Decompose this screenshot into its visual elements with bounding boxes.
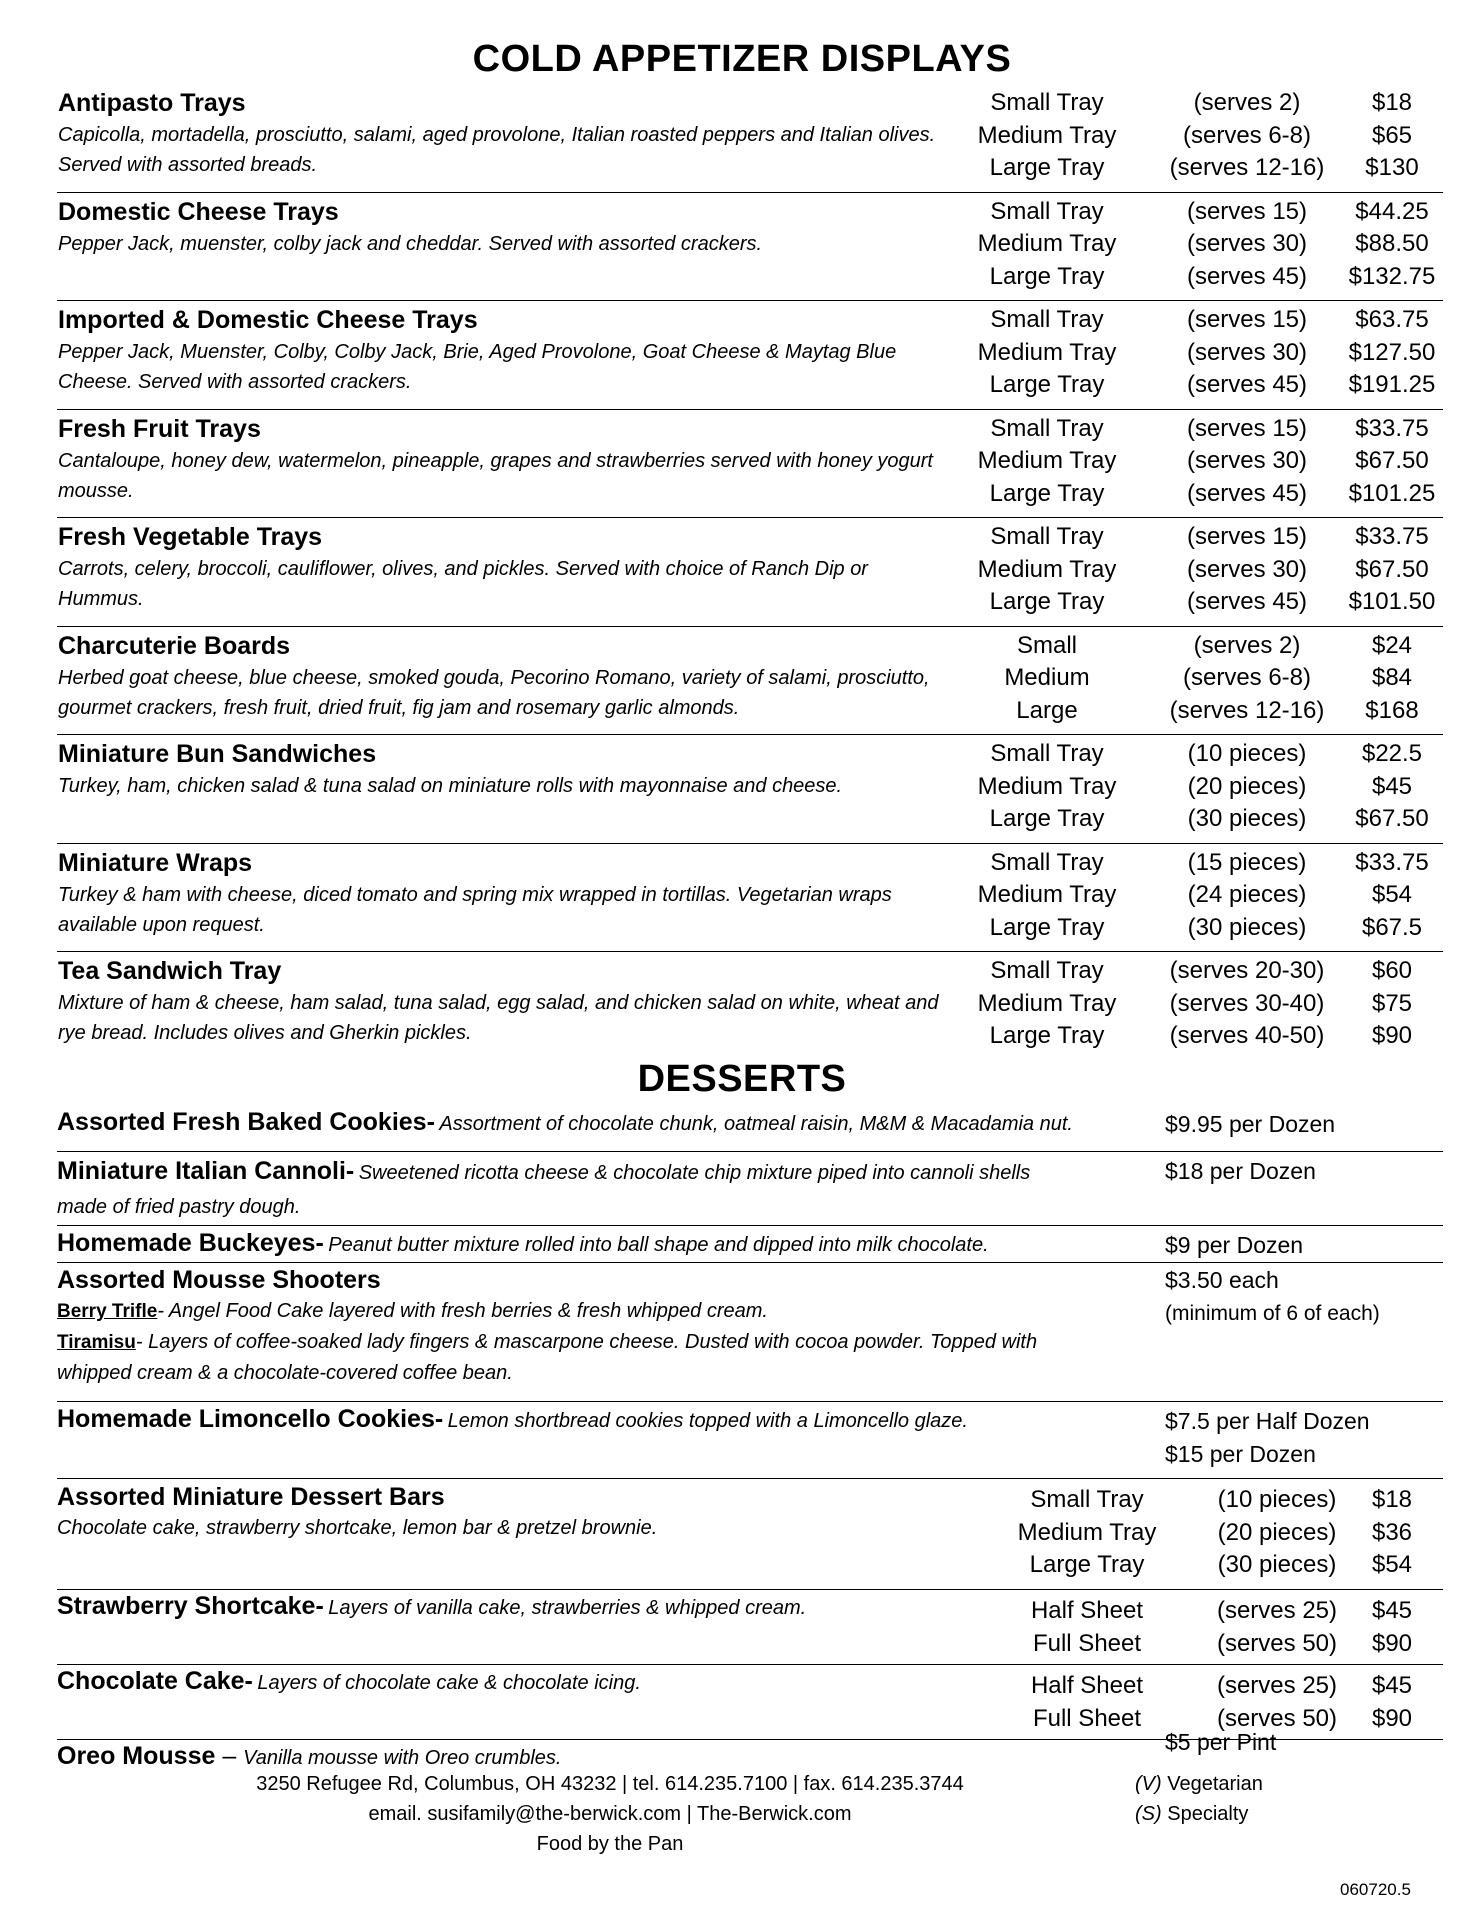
dessert-price: $5 per Pint: [1165, 1729, 1277, 1755]
dessert-title: Homemade Buckeyes-: [57, 1229, 324, 1257]
price-label: $84: [1371, 664, 1413, 691]
price-label: $101.50: [1348, 588, 1436, 615]
serves-label: (serves 15): [1186, 414, 1308, 442]
item-description: Pepper Jack, muenster, colby jack and cheddar. Served with assorted crackers.: [58, 232, 763, 255]
serves-label: (20 pieces): [1187, 772, 1307, 800]
serves-label: (30 pieces): [1187, 913, 1307, 941]
size-label: Half Sheet: [1030, 1597, 1144, 1624]
dessert-oreo-mousse: [57, 1726, 1443, 1770]
size-label: Large Tray: [989, 805, 1105, 832]
price-column: [1317, 413, 1467, 511]
size-label: Small Tray: [990, 957, 1104, 984]
dessert-description: Vanilla mousse with Oreo crumbles.: [243, 1747, 562, 1769]
item-title: Tea Sandwich Tray: [58, 957, 282, 985]
legend-vegetarian: [1135, 1769, 1263, 1799]
serves-label: (24 pieces): [1187, 881, 1307, 908]
legend-code: (S): [1135, 1803, 1162, 1825]
serves-label: (serves 15): [1186, 523, 1308, 550]
price-dozen: $15 per Dozen: [1165, 1441, 1316, 1467]
item-title: Fresh Fruit Trays: [58, 414, 261, 443]
price-label: $67.50: [1355, 805, 1429, 832]
price-label: $168: [1365, 696, 1419, 724]
dessert-description: Sweetened ricotta cheese & chocolate chip mixture piped into cannoli shells: [358, 1162, 1031, 1184]
footer-tagline: Food by the Pan: [536, 1833, 684, 1855]
size-label: Small Tray: [990, 306, 1104, 333]
price-label: $45: [1371, 1597, 1413, 1624]
size-label: Medium Tray: [977, 989, 1117, 1017]
dessert-title: Chocolate Cake-: [57, 1667, 253, 1695]
price-column: [1317, 196, 1467, 294]
item-description: Pepper Jack, Muenster, Colby, Colby Jack, Brie, Aged Provolone, Goat Cheese & Maytag Blue Cheese. Served with assorted crackers.: [58, 341, 897, 393]
price-label: $63.75: [1355, 306, 1429, 333]
price-label: $67.50: [1355, 447, 1429, 474]
dessert-limoncello: [57, 1405, 1443, 1475]
size-label: Large Tray: [989, 588, 1105, 615]
dessert-buckeyes: [57, 1229, 1443, 1261]
item-title: Domestic Cheese Trays: [58, 197, 339, 226]
dessert-title: Homemade Limoncello Cookies-: [57, 1405, 444, 1433]
item-description: Turkey & ham with cheese, diced tomato and spring mix wrapped in tortillas. Vegetarian wraps available upon request.: [58, 883, 892, 936]
item-description: Mixture of ham & cheese, ham salad, tuna salad, egg salad, and chicken salad on white, wheat and rye bread. Includes olives and Gherkin pickles.: [58, 992, 939, 1044]
legend-specialty: [1135, 1799, 1263, 1829]
footer-email[interactable]: email. susifamily@the-berwick.com | The-Berwick.com: [368, 1803, 852, 1825]
serves-label: (serves 45): [1186, 371, 1308, 398]
serves-label: (serves 45): [1186, 588, 1308, 615]
sub-item-description: - Angel Food Cake layered with fresh berries & fresh whipped cream.: [157, 1300, 768, 1322]
dessert-bars: [57, 1481, 1443, 1586]
dessert-description: Peanut butter mixture rolled into ball shape and dipped into milk chocolate.: [328, 1234, 989, 1256]
serves-label: (serves 2): [1193, 89, 1301, 116]
legend-label: Specialty: [1167, 1803, 1249, 1825]
serves-label: (serves 50): [1216, 1629, 1338, 1657]
cold-item: [57, 627, 1443, 736]
sub-item-name: Tiramisu: [57, 1332, 136, 1353]
dessert-mousse: [57, 1264, 1443, 1384]
cold-item: [57, 410, 1443, 519]
size-label: Large: [1016, 696, 1078, 724]
size-label: Medium Tray: [977, 555, 1117, 583]
cold-item: [57, 518, 1443, 627]
price-column: [1317, 847, 1467, 945]
dessert-price: $9 per Dozen: [1165, 1232, 1304, 1258]
price-label: $75: [1371, 989, 1413, 1017]
size-column: [987, 1595, 1187, 1660]
size-label: Small Tray: [990, 414, 1104, 442]
price-label: $65: [1371, 121, 1413, 149]
desserts-heading: DESSERTS: [637, 1058, 847, 1100]
dessert-description: Chocolate cake, strawberry shortcake, lemon bar & pretzel brownie.: [57, 1517, 658, 1539]
price-column: [1317, 1484, 1467, 1582]
cold-item: [57, 952, 1443, 1061]
serves-label: (serves 6-8): [1182, 664, 1312, 691]
legend-label: Vegetarian: [1167, 1773, 1263, 1795]
price-label: $67.50: [1355, 555, 1429, 583]
size-label: Full Sheet: [1032, 1704, 1142, 1732]
size-label: Large Tray: [989, 262, 1105, 290]
size-column: [987, 1484, 1187, 1582]
size-label: Small Tray: [990, 848, 1104, 876]
price-column: [1317, 738, 1467, 836]
serves-label: (serves 45): [1186, 479, 1308, 507]
dessert-description: Layers of chocolate cake & chocolate icing.: [257, 1672, 641, 1694]
item-title: Antipasto Trays: [58, 89, 246, 117]
serves-label: (15 pieces): [1187, 848, 1307, 876]
serves-label: (serves 30): [1186, 555, 1308, 583]
size-label: Small Tray: [1030, 1486, 1144, 1513]
size-label: Medium Tray: [1017, 1518, 1157, 1546]
dessert-title: Oreo Mousse: [57, 1742, 216, 1770]
price-label: $90: [1371, 1704, 1413, 1732]
price-label: $132.75: [1348, 262, 1436, 290]
dessert-title: Assorted Miniature Dessert Bars: [57, 1483, 445, 1511]
size-column: [947, 521, 1147, 619]
price-half-dozen: $7.5 per Half Dozen: [1165, 1408, 1370, 1434]
serves-label: (serves 2): [1193, 631, 1301, 659]
price-label: $18: [1371, 89, 1413, 116]
item-title: Charcuterie Boards: [58, 631, 291, 660]
price-column: [1317, 630, 1467, 728]
size-label: Large Tray: [989, 1022, 1105, 1049]
item-description: Carrots, celery, broccoli, cauliflower, olives, and pickles. Served with choice of Ranch Dip or Hummus.: [58, 558, 868, 610]
dessert-title: Strawberry Shortcake-: [57, 1592, 324, 1620]
price-label: $22.5: [1361, 740, 1423, 767]
serves-label: (serves 40-50): [1169, 1022, 1325, 1049]
sub-item-name: Berry Trifle: [57, 1301, 158, 1322]
price-label: $90: [1371, 1629, 1413, 1657]
dessert-title: Assorted Mousse Shooters: [57, 1266, 381, 1294]
diet-legend: [1135, 1769, 1263, 1829]
divider: [57, 1225, 1443, 1226]
size-label: Small Tray: [990, 89, 1104, 116]
serves-label: (serves 45): [1186, 262, 1308, 290]
dessert-cookies: [57, 1108, 1443, 1150]
serves-label: (serves 50): [1216, 1704, 1338, 1732]
serves-label: (serves 30): [1186, 338, 1308, 366]
item-title: Fresh Vegetable Trays: [58, 523, 323, 551]
price-column: [1317, 955, 1467, 1053]
price-label: $67.5: [1361, 913, 1423, 941]
size-label: Medium Tray: [977, 338, 1117, 366]
price-column: [1317, 304, 1467, 402]
price-label: $54: [1371, 881, 1413, 908]
price-column: [1317, 1595, 1467, 1660]
price-each: $3.50 each: [1165, 1267, 1279, 1293]
size-label: Large Tray: [989, 154, 1105, 181]
cold-appetizer-list: [57, 84, 1443, 1061]
size-label: Half Sheet: [1030, 1672, 1144, 1699]
serves-label: (serves 12-16): [1169, 154, 1325, 181]
item-title: Miniature Wraps: [58, 848, 253, 877]
dessert-price: [1165, 1405, 1370, 1471]
serves-label: (serves 30): [1186, 230, 1308, 257]
size-label: Small Tray: [990, 197, 1104, 225]
size-label: Medium Tray: [977, 772, 1117, 800]
divider: [57, 1401, 1443, 1402]
dessert-title: Miniature Italian Cannoli-: [57, 1157, 355, 1185]
serves-label: (30 pieces): [1187, 805, 1307, 832]
size-label: Small Tray: [990, 523, 1104, 550]
price-column: [1317, 521, 1467, 619]
sub-item-description: - Layers of coffee-soaked lady fingers & mascarpone cheese. Dusted with cocoa powder. Topped with: [135, 1331, 1038, 1353]
price-label: $127.50: [1348, 338, 1436, 366]
serves-label: (10 pieces): [1187, 740, 1307, 767]
price-label: $18: [1371, 1486, 1413, 1513]
dessert-price: $9.95 per Dozen: [1165, 1111, 1336, 1137]
price-label: $54: [1371, 1551, 1413, 1578]
price-label: $90: [1371, 1022, 1413, 1049]
serves-label: (serves 20-30): [1169, 957, 1325, 984]
price-label: $130: [1365, 154, 1419, 181]
dessert-shortcake: [57, 1592, 1443, 1662]
mousse-tiramisu-cont: whipped cream & a chocolate-covered coffee bean.: [57, 1362, 513, 1384]
price-label: $88.50: [1355, 230, 1429, 257]
item-description: Turkey, ham, chicken salad & tuna salad on miniature rolls with mayonnaise and cheese.: [58, 775, 843, 797]
size-label: Large Tray: [989, 479, 1105, 507]
serves-label: (serves 15): [1186, 306, 1308, 333]
dessert-title: Assorted Fresh Baked Cookies-: [57, 1108, 435, 1136]
size-column: [947, 304, 1147, 402]
serves-label: (serves 25): [1216, 1672, 1338, 1699]
size-column: [947, 955, 1147, 1053]
size-label: Large Tray: [1029, 1551, 1145, 1578]
size-label: Large Tray: [989, 371, 1105, 398]
dessert-cannoli: [57, 1155, 1443, 1221]
mousse-tiramisu: [57, 1327, 1443, 1358]
size-column: [947, 413, 1147, 511]
document-number: 060720.5: [1340, 1880, 1411, 1899]
divider: [57, 1478, 1443, 1479]
cold-appetizer-heading: COLD APPETIZER DISPLAYS: [472, 38, 1012, 80]
size-label: Medium Tray: [977, 881, 1117, 908]
cold-item: [57, 84, 1443, 193]
serves-label: (serves 15): [1186, 197, 1308, 225]
divider: [57, 1151, 1443, 1152]
legend-code: (V): [1135, 1773, 1162, 1795]
price-label: $44.25: [1355, 197, 1429, 225]
price-label: $45: [1371, 772, 1413, 800]
serves-label: (serves 12-16): [1169, 696, 1325, 724]
item-description: Herbed goat cheese, blue cheese, smoked gouda, Pecorino Romano, variety of salami, prosciutto, gourmet crackers, fresh fruit, dried fruit, fig jam and rosemary garlic almonds.: [58, 666, 930, 719]
size-column: [947, 630, 1147, 728]
size-label: Medium: [1004, 664, 1090, 691]
price-column: [1317, 87, 1467, 185]
size-column: [947, 847, 1147, 945]
size-label: Large Tray: [989, 913, 1105, 941]
serves-label: (serves 30-40): [1169, 989, 1325, 1017]
size-label: Small: [1016, 631, 1077, 659]
price-label: $60: [1371, 957, 1413, 984]
size-label: Medium Tray: [977, 447, 1117, 474]
serves-label: (10 pieces): [1217, 1486, 1337, 1513]
price-label: $33.75: [1355, 414, 1429, 442]
footer-address: 3250 Refugee Rd, Columbus, OH 43232 | tel. 614.235.7100 | fax. 614.235.3744: [256, 1773, 964, 1795]
footer-contact: [160, 1769, 1060, 1859]
dessert-description-cont: made of fried pastry dough.: [57, 1196, 301, 1218]
dessert-price: $18 per Dozen: [1165, 1158, 1316, 1184]
divider: [57, 1589, 1443, 1590]
cold-item: [57, 193, 1443, 302]
size-label: Medium Tray: [977, 230, 1117, 257]
serves-label: (serves 6-8): [1182, 121, 1312, 149]
size-label: Full Sheet: [1032, 1629, 1142, 1657]
price-label: $45: [1371, 1672, 1413, 1699]
cold-item: [57, 735, 1443, 844]
size-column: [947, 738, 1147, 836]
size-label: Small Tray: [990, 740, 1104, 767]
price-label: $36: [1371, 1518, 1413, 1546]
price-label: $24: [1371, 631, 1413, 659]
price-note: (minimum of 6 of each): [1165, 1302, 1380, 1325]
size-column: [947, 87, 1147, 185]
size-column: [947, 196, 1147, 294]
price-label: $101.25: [1348, 479, 1436, 507]
dessert-price: [1165, 1264, 1380, 1330]
price-label: $191.25: [1348, 371, 1436, 398]
serves-label: (serves 30): [1186, 447, 1308, 474]
item-title: Imported & Domestic Cheese Trays: [58, 306, 478, 334]
serves-label: (30 pieces): [1217, 1551, 1337, 1578]
price-label: $33.75: [1355, 848, 1429, 876]
dessert-description: Lemon shortbread cookies topped with a Limoncello glaze.: [447, 1410, 968, 1432]
item-description: Capicolla, mortadella, prosciutto, salami, aged provolone, Italian roasted peppers and Italian olives. Served with assorted breads.: [58, 124, 936, 176]
price-label: $33.75: [1355, 523, 1429, 550]
cold-item: [57, 844, 1443, 953]
dash: –: [215, 1742, 244, 1770]
size-label: Medium Tray: [977, 121, 1117, 149]
serves-label: (20 pieces): [1217, 1518, 1337, 1546]
cold-item: [57, 301, 1443, 410]
divider: [57, 1664, 1443, 1665]
serves-label: (serves 25): [1216, 1597, 1338, 1624]
item-description: Cantaloupe, honey dew, watermelon, pineapple, grapes and strawberries served with honey yogurt mousse.: [58, 449, 933, 502]
dessert-description: Assortment of chocolate chunk, oatmeal raisin, M&M & Macadamia nut.: [439, 1113, 1073, 1135]
item-title: Miniature Bun Sandwiches: [58, 740, 377, 768]
divider: [57, 1262, 1443, 1263]
dessert-description: Layers of vanilla cake, strawberries & whipped cream.: [328, 1597, 807, 1619]
